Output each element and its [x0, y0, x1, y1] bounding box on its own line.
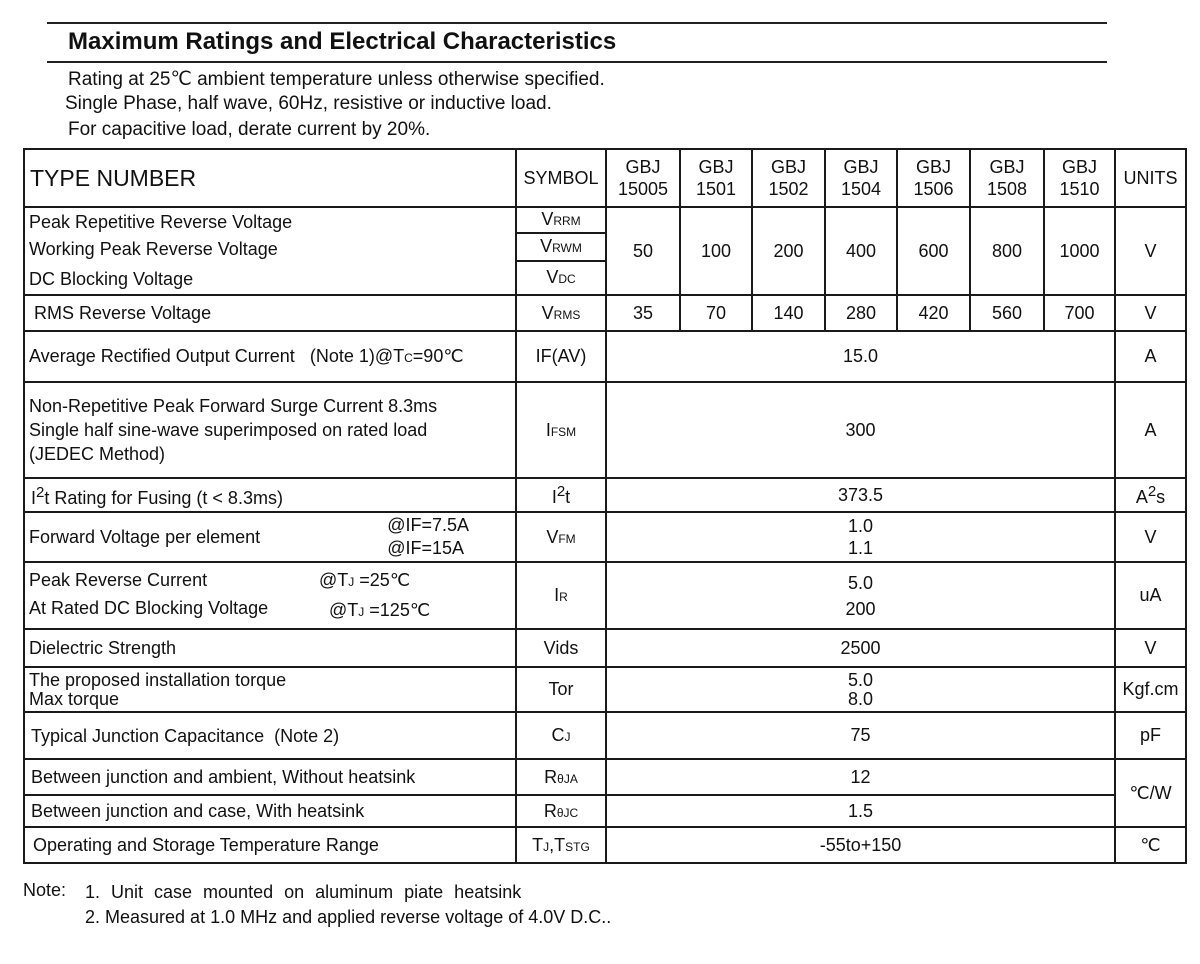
page-title: Maximum Ratings and Electrical Characteristics: [68, 28, 617, 55]
symbol-cell: RθJA: [516, 759, 606, 795]
label-cell: RMS Reverse Voltage: [24, 295, 516, 331]
model-header: GBJ 15005: [606, 149, 680, 207]
header-row: [24, 149, 1186, 207]
symbol-header: SYMBOL: [516, 149, 606, 207]
value-cell: 50: [606, 207, 680, 295]
symbol-cell: $I^2t$: [516, 478, 606, 512]
table-row: [24, 795, 1186, 827]
value-cell: 1000: [1044, 207, 1115, 295]
symbol-cell: VRRM: [516, 207, 606, 233]
label-cell: Between junction and ambient, Without heatsink: [24, 759, 516, 795]
label-cell: The proposed installation torque Max torque: [24, 667, 516, 712]
voltage-labels: Peak Repetitive Reverse Voltage Working Peak Reverse Voltage DC Blocking Voltage: [24, 207, 516, 295]
table-row: [24, 478, 1186, 512]
value-cell: 35: [606, 295, 680, 331]
note-item: 1. Unit case mounted on aluminum piate heatsink: [85, 882, 522, 902]
unit-cell: ℃/W: [1115, 759, 1186, 827]
label-cell: Typical Junction Capacitance (Note 2): [24, 712, 516, 759]
model-header: GBJ 1501: [680, 149, 752, 207]
symbol-cell: TJ,TSTG: [516, 827, 606, 863]
symbol-cell: Vids: [516, 629, 606, 667]
value-cell: 200: [752, 207, 825, 295]
symbol-cell: IR: [516, 562, 606, 629]
value-cell: 280: [825, 295, 897, 331]
label-cell: Non-Repetitive Peak Forward Surge Current 8.3ms Single half sine-wave superimposed on rated load (JEDEC Method): [24, 382, 516, 478]
symbol-cell: IFSM: [516, 382, 606, 478]
table-row: [24, 712, 1186, 759]
value-cell: 300: [606, 382, 1115, 478]
unit-cell: V: [1115, 295, 1186, 331]
value-cell: 1.0 1.1: [606, 512, 1115, 562]
unit-cell: V: [1115, 207, 1186, 295]
value-cell: 600: [897, 207, 970, 295]
table-row: [24, 331, 1186, 382]
value-cell: 5.0 8.0: [606, 667, 1115, 712]
value-cell: 2500: [606, 629, 1115, 667]
ratings-table: [23, 148, 1187, 864]
label-cell: Between junction and case, With heatsink: [24, 795, 516, 827]
top-rule: [47, 22, 1107, 24]
label-cell: Forward Voltage per element @IF=7.5A @IF=15A: [24, 512, 516, 562]
table-row: [24, 295, 1186, 331]
model-header: GBJ 1508: [970, 149, 1044, 207]
value-cell: 12: [606, 759, 1115, 795]
value-cell: 560: [970, 295, 1044, 331]
model-header: GBJ 1510: [1044, 149, 1115, 207]
units-header: UNITS: [1115, 149, 1186, 207]
value-cell: 800: [970, 207, 1044, 295]
unit-cell: V: [1115, 629, 1186, 667]
value-cell: 15.0: [606, 331, 1115, 382]
table-row: [24, 629, 1186, 667]
symbol-cell: VDC: [516, 261, 606, 295]
condition-line: Rating at 25℃ ambient temperature unless otherwise specified.: [68, 69, 605, 90]
value-cell: 400: [825, 207, 897, 295]
unit-cell: uA: [1115, 562, 1186, 629]
table-row: [24, 827, 1186, 863]
symbol-cell: RθJC: [516, 795, 606, 827]
model-header: GBJ 1504: [825, 149, 897, 207]
symbol-cell: VFM: [516, 512, 606, 562]
value-cell: -55to+150: [606, 827, 1115, 863]
note-item: 2. Measured at 1.0 MHz and applied reverse voltage of 4.0V D.C..: [85, 907, 612, 927]
type-number-header: TYPE NUMBER: [24, 149, 516, 207]
value-cell: 70: [680, 295, 752, 331]
table-row: [24, 667, 1186, 712]
unit-cell: A: [1115, 382, 1186, 478]
table-row: [24, 207, 1186, 233]
value-cell: 1.5: [606, 795, 1115, 827]
notes-label: Note:: [23, 880, 67, 900]
value-cell: 420: [897, 295, 970, 331]
model-header: GBJ 1502: [752, 149, 825, 207]
label-cell: Peak Reverse Current At Rated DC Blocking Voltage @TJ =25℃ @TJ =125℃: [24, 562, 516, 629]
symbol-cell: VRWM: [516, 233, 606, 261]
label-cell: $I^2t$ Rating for Fusing (t < 8.3ms): [24, 478, 516, 512]
value-cell: 75: [606, 712, 1115, 759]
unit-cell: V: [1115, 512, 1186, 562]
symbol-cell: CJ: [516, 712, 606, 759]
value-cell: 100: [680, 207, 752, 295]
label-cell: Operating and Storage Temperature Range: [24, 827, 516, 863]
label-cell: Dielectric Strength: [24, 629, 516, 667]
table-row: [24, 562, 1186, 629]
unit-cell: ℃: [1115, 827, 1186, 863]
unit-cell: A: [1115, 331, 1186, 382]
value-cell: 140: [752, 295, 825, 331]
label-cell: Average Rectified Output Current (Note 1)@TC=90℃: [24, 331, 516, 382]
symbol-cell: IF(AV): [516, 331, 606, 382]
symbol-cell: Tor: [516, 667, 606, 712]
title-underline: [47, 61, 1107, 63]
unit-cell: Kgf.cm: [1115, 667, 1186, 712]
table-row: [24, 759, 1186, 795]
unit-cell: pF: [1115, 712, 1186, 759]
model-header: GBJ 1506: [897, 149, 970, 207]
table-row: [24, 512, 1186, 562]
value-cell: 373.5: [606, 478, 1115, 512]
condition-line: For capacitive load, derate current by 20%.: [68, 119, 431, 140]
condition-line: Single Phase, half wave, 60Hz, resistive or inductive load.: [65, 93, 552, 114]
unit-cell: $A^2s$: [1115, 478, 1186, 512]
value-cell: 5.0 200: [606, 562, 1115, 629]
table-row: [24, 382, 1186, 478]
value-cell: 700: [1044, 295, 1115, 331]
symbol-cell: VRMS: [516, 295, 606, 331]
